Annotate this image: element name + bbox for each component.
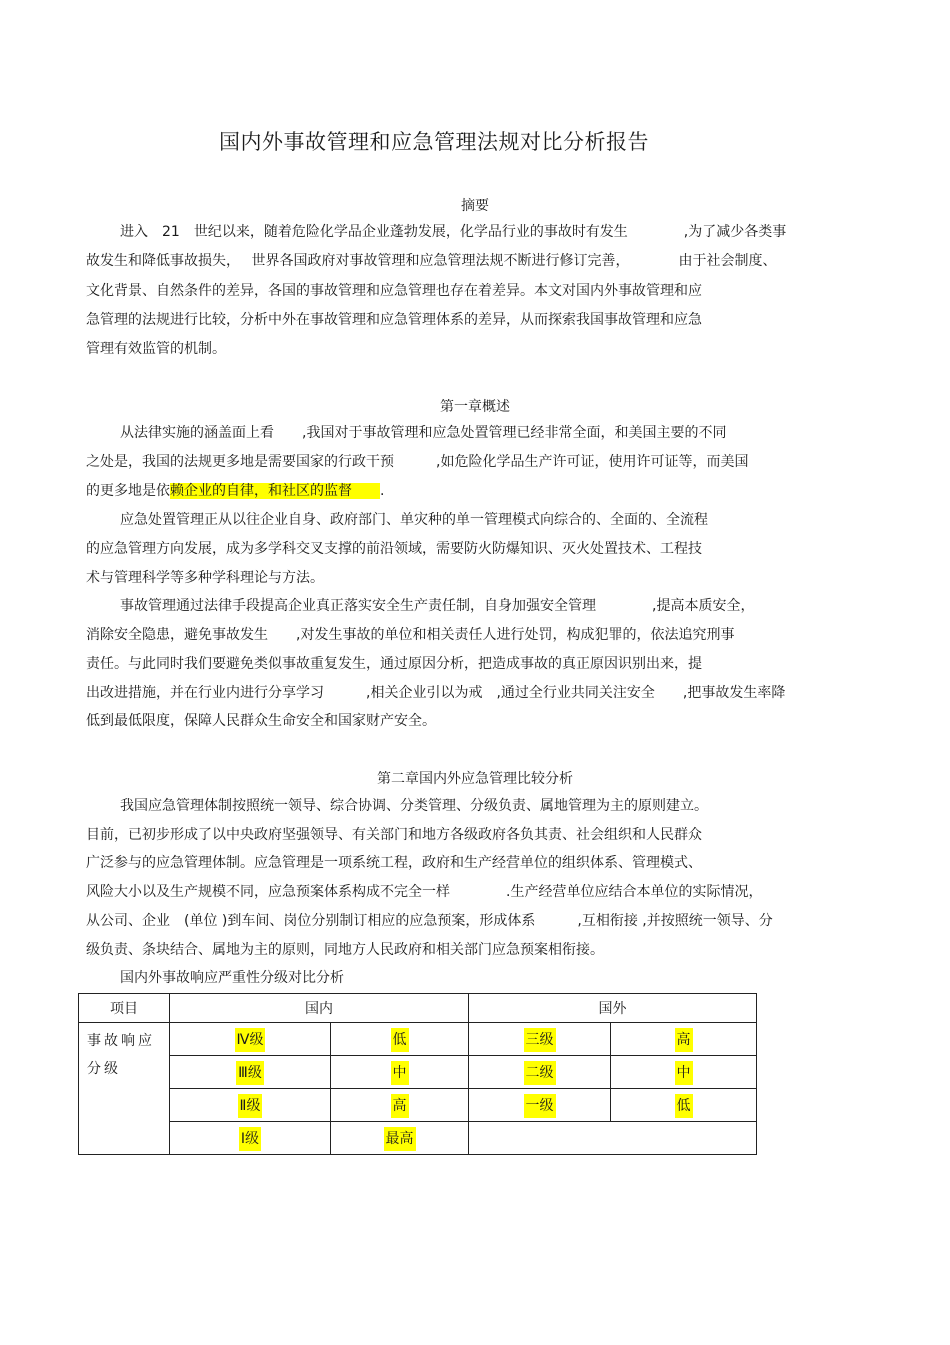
table-row [79,1089,757,1122]
level-label: Ⅳ级 [235,1028,266,1052]
chapter1-line: 事故管理通过法律手段提高企业真正落实安全生产责任制，自身加强安全管理 ,提高本质安全， [120,598,755,614]
domestic-severity-cell [331,1023,469,1056]
domestic-severity-cell [331,1089,469,1122]
foreign-empty-cell [469,1122,757,1155]
chapter2-line: 风险大小以及生产规模不同，应急预案体系构成不完全一样 .生产经营单位应结合本单位的实际情况， [86,884,763,900]
foreign-severity-cell [611,1056,757,1089]
abstract-line: 文化背景、自然条件的差异，各国的事故管理和应急管理也存在着差异。本文对国内外事故管理和应 [86,283,702,299]
level-label: 三级 [524,1028,556,1052]
domestic-level-cell [170,1056,331,1089]
abstract-line: 管理有效监管的机制。 [86,341,226,357]
document-title: 国内外事故管理和应急管理法规对比分析报告 [219,130,649,154]
level-label: Ⅰ级 [239,1127,261,1151]
chapter1-text-suffix: . [380,483,385,499]
chapter1-line-highlight [86,481,384,501]
level-label: 二级 [524,1061,556,1085]
chapter1-line: 出改进措施，并在行业内进行分享学习 ,相关企业引以为戒 ,通过全行业共同关注安全 ,把事故发生率降 [86,685,786,701]
chapter2-line: 目前，已初步形成了以中央政府坚强领导、有关部门和地方各级政府各负其责、社会组织和人民群众 [86,827,702,843]
row-label-cell [79,1023,170,1155]
severity-label: 最高 [384,1127,416,1151]
chapter2-line: 从公司、企业 (单位 )到车间、岗位分别制订相应的应急预案，形成体系 ,互相衔接 ,并按照统一领导、分 [86,913,773,929]
severity-label: 低 [675,1094,693,1118]
severity-label: 低 [391,1028,409,1052]
chapter1-line: 责任。与此同时我们要避免类似事故重复发生，通过原因分析，把造成事故的真正原因识别出来，提 [86,656,702,672]
header-domestic: 国内 [170,994,469,1023]
abstract-line: 急管理的法规进行比较，分析中外在事故管理和应急管理体系的差异，从而探索我国事故管理和应急 [86,312,702,328]
severity-label: 高 [391,1094,409,1118]
domestic-level-cell [170,1089,331,1122]
foreign-level-cell [469,1056,611,1089]
severity-label: 中 [391,1061,409,1085]
table-row [79,1056,757,1089]
chapter1-line: 的应急管理方向发展，成为多学科交叉支撑的前沿领域，需要防火防爆知识、灭火处置技术、工程技 [86,541,702,557]
chapter1-heading: 第一章概述 [440,399,510,415]
domestic-level-cell [170,1023,331,1056]
chapter2-line: 级负责、条块结合、属地为主的原则，同地方人民政府和相关部门应急预案相衔接。 [86,942,604,958]
abstract-heading: 摘要 [461,198,489,214]
chapter1-line: 从法律实施的涵盖面上看 ,我国对于事故管理和应急处置管理已经非常全面，和美国主要的不同 [120,425,727,441]
table-header-row [79,994,757,1023]
row-label-line: 分级 [87,1061,121,1077]
abstract-line: 进入 21 世纪以来，随着危险化学品企业蓬勃发展，化学品行业的事故时有发生 ,为了减少各类事 [120,224,787,240]
chapter1-line: 之处是，我国的法规更多地是需要国家的行政干预 ,如危险化学品生产许可证，使用许可证等，而美国 [86,454,749,470]
highlighted-text: 赖企业的自律，和社区的监督 [170,483,380,499]
header-item: 项目 [79,994,170,1023]
header-foreign: 国外 [469,994,757,1023]
chapter1-line: 低到最低限度，保障人民群众生命安全和国家财产安全。 [86,713,436,729]
table-caption: 国内外事故响应严重性分级对比分析 [120,970,344,986]
table-row [79,1122,757,1155]
severity-comparison-table [78,993,757,1155]
foreign-level-cell [469,1089,611,1122]
foreign-severity-cell [611,1023,757,1056]
domestic-level-cell [170,1122,331,1155]
chapter1-line: 消除安全隐患，避免事故发生 ,对发生事故的单位和相关责任人进行处罚，构成犯罪的，依法追究刑事 [86,627,735,643]
domestic-severity-cell [331,1056,469,1089]
foreign-severity-cell [611,1089,757,1122]
severity-label: 高 [675,1028,693,1052]
abstract-line: 故发生和降低事故损失， 世界各国政府对事故管理和应急管理法规不断进行修订完善， 由于社会制度、 [86,253,777,269]
chapter1-line: 术与管理科学等多种学科理论与方法。 [86,570,324,586]
chapter1-text-prefix: 的更多地是依 [86,483,170,499]
level-label: Ⅱ级 [238,1094,263,1118]
level-label: Ⅲ级 [236,1061,264,1085]
domestic-severity-cell [331,1122,469,1155]
level-label: 一级 [524,1094,556,1118]
row-label-line: 事故响应 [87,1033,155,1049]
chapter1-line: 应急处置管理正从以往企业自身、政府部门、单灾种的单一管理模式向综合的、全面的、全流程 [120,512,708,528]
severity-label: 中 [675,1061,693,1085]
chapter2-line: 广泛参与的应急管理体制。应急管理是一项系统工程，政府和生产经营单位的组织体系、管理模式、 [86,855,702,871]
table-row [79,1023,757,1056]
foreign-level-cell [469,1023,611,1056]
chapter2-line: 我国应急管理体制按照统一领导、综合协调、分类管理、分级负责、属地管理为主的原则建立。 [120,798,708,814]
chapter2-heading: 第二章国内外应急管理比较分析 [377,771,573,787]
